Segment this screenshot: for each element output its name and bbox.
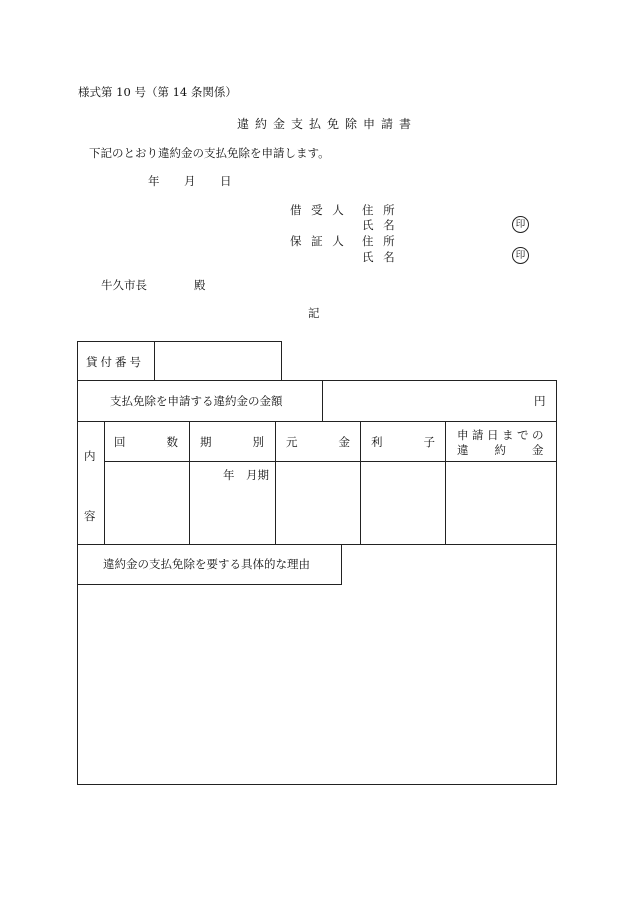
loan-number-box (77, 341, 282, 381)
header-interest: 利子 (371, 435, 476, 449)
penalty-cell[interactable] (446, 462, 556, 544)
ki-label: 記 (308, 306, 320, 320)
borrower-seal: 印 (512, 216, 529, 233)
form-number: 様式第 10 号（第 14 条関係） (78, 85, 237, 99)
date-day: 日 (220, 174, 232, 188)
reason-section (77, 544, 557, 785)
interest-cell[interactable] (361, 462, 445, 544)
period-unit: 年 月期 (223, 468, 269, 482)
reason-field[interactable] (78, 585, 556, 784)
yen-unit: 円 (534, 394, 546, 408)
guarantor-label: 保 証 人 (290, 234, 347, 248)
borrower-address-label: 住 所 (362, 203, 398, 217)
guarantor-seal: 印 (512, 247, 529, 264)
addressee-honorific: 殿 (194, 278, 206, 292)
header-principal: 元金 (286, 435, 391, 449)
loan-number-label: 貸付番号 (86, 355, 144, 369)
exemption-amount-row (77, 380, 557, 422)
exemption-amount-label: 支払免除を申請する違約金の金額 (110, 394, 283, 408)
intro-text: 下記のとおり違約金の支払免除を申請します。 (89, 146, 330, 160)
date-month: 月 (184, 174, 196, 188)
reason-label: 違約金の支払免除を要する具体的な理由 (103, 557, 310, 571)
reason-label-box (77, 544, 342, 585)
header-penalty-line2: 違約金 (457, 443, 570, 457)
period-cell[interactable] (190, 462, 275, 544)
header-count: 回数 (114, 435, 219, 449)
guarantor-address-label: 住 所 (362, 234, 398, 248)
guarantor-name-label: 氏 名 (362, 250, 398, 264)
borrower-label: 借 受 人 (290, 203, 347, 217)
page-title: 違約金支払免除申請書 (237, 117, 418, 131)
loan-number-field[interactable] (155, 342, 281, 380)
header-period: 期別 (200, 435, 305, 449)
exemption-amount-field[interactable] (323, 381, 543, 421)
borrower-name-label: 氏 名 (362, 218, 398, 232)
date-year: 年 (148, 174, 160, 188)
header-penalty-line1: 申請日までの (457, 428, 547, 442)
contents-label-bottom: 容 (84, 509, 96, 523)
contents-label-top: 内 (84, 449, 96, 463)
principal-cell[interactable] (276, 462, 360, 544)
count-cell[interactable] (105, 462, 189, 544)
contents-table (77, 421, 570, 545)
addressee-mayor: 牛久市長 (101, 278, 147, 292)
